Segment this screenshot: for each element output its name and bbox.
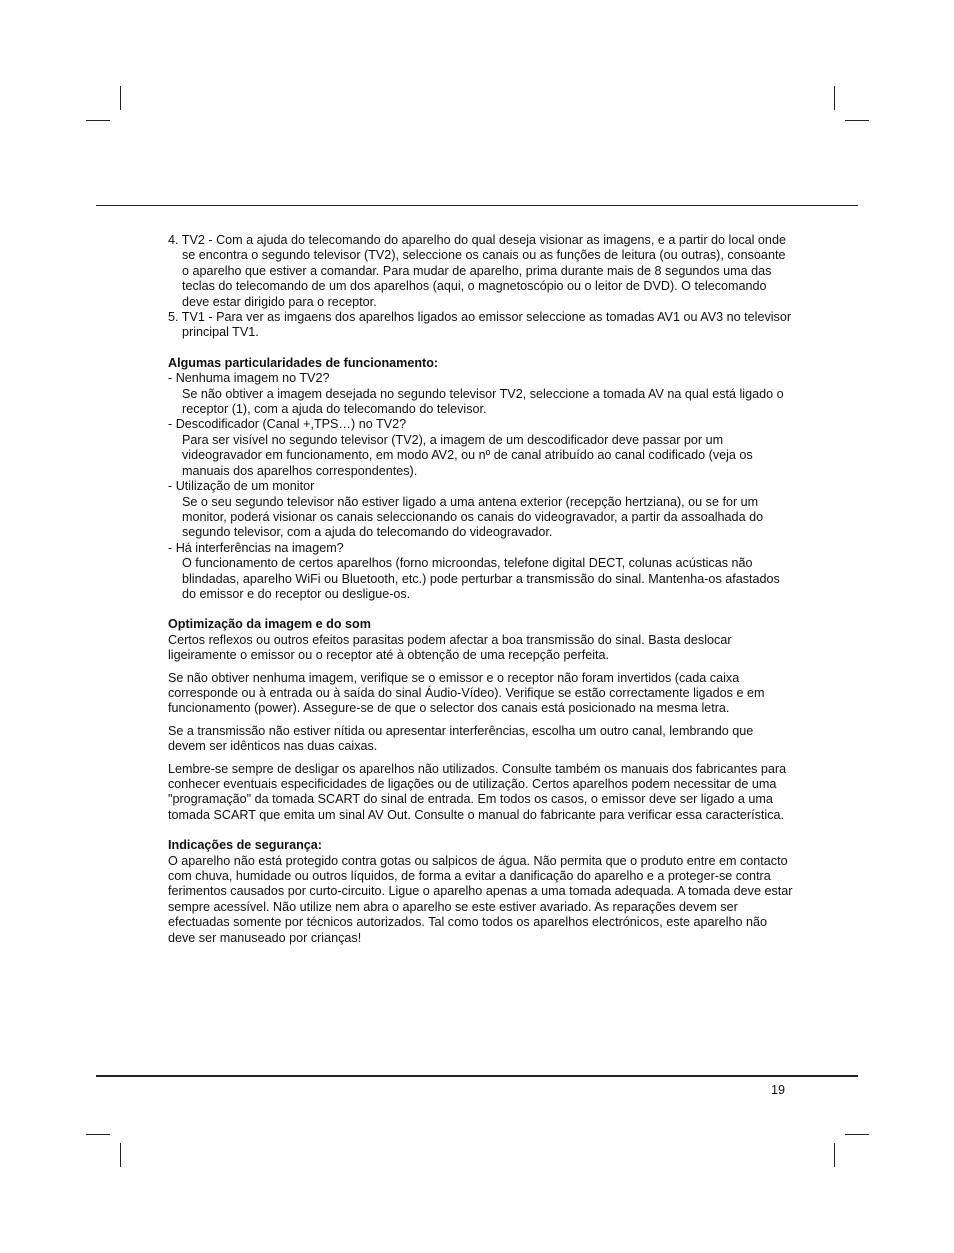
section-heading-seguranca: Indicações de segurança: bbox=[168, 838, 322, 853]
top-rule bbox=[96, 205, 858, 206]
numbered-item-5: 5. TV1 - Para ver as imgaens dos aparelhos ligados ao emissor seleccione as tomadas AV1 ou AV3 no televisor principal TV1. bbox=[168, 310, 792, 340]
list-item-body: Se o seu segundo televisor não estiver ligado a uma antena exterior (recepção hertziana), ou se for um monitor, poderá visionar os canais seleccionando os canais do videogravador, a partir da assoalhada do segundo televisor, com a ajuda do telecomando do videogravador. bbox=[182, 494, 764, 540]
section-heading-particularidades: Algumas particularidades de funcionamento: bbox=[168, 355, 439, 370]
page-content bbox=[168, 233, 793, 946]
list-item-title: - Há interferências na imagem? bbox=[168, 540, 344, 555]
paragraph: Se a transmissão não estiver nítida ou apresentar interferências, escolha um outro canal, lembrando que devem ser idênticos nas duas caixas. bbox=[168, 723, 754, 754]
list-item-body: O funcionamento de certos aparelhos (forno microondas, telefone digital DECT, colunas acústicas não blindadas, aparelho WiFi ou Bluetooth, etc.) pode perturbar a transmissão do sinal. Mantenha-os afastados do emissor e do receptor ou desligue-os. bbox=[182, 556, 780, 601]
crop-mark-top-left-horizontal bbox=[86, 120, 110, 121]
list-item-title: - Nenhuma imagem no TV2? bbox=[168, 371, 330, 386]
list-item-body: Para ser visível no segundo televisor (TV2), a imagem de um descodificador deve passar por um videogravador em funcionamento, em modo AV2, ou nº de canal atribuído ao canal codificado (veja os manuais dos aparelhos correspondentes). bbox=[182, 432, 753, 478]
crop-mark-top-right-vertical bbox=[834, 86, 835, 110]
numbered-item-4: 4. TV2 - Com a ajuda do telecomando do aparelho do qual deseja visionar as imagens, e a partir do local onde se encontra o segundo televisor (TV2), seleccione os canais ou as funções de leitura (ou outras), consoante o aparelho que estiver a comandar. Para mudar de aparelho, prima durante mais de 8 segundos uma das teclas do telecomando de um dos aparelhos (aqui, o magnetoscópio ou o leitor de DVD). O telecomando deve estar dirigido para o receptor. bbox=[168, 233, 786, 309]
paragraph: O aparelho não está protegido contra gotas ou salpicos de água. Não permita que o produto entre em contacto com chuva, humidade ou outros líquidos, de forma a evitar a danificação do aparelho e a proteger-se contra ferimentos causados por curto-circuito. Ligue o aparelho apenas a uma tomada adequada. A tomada deve estar sempre acessível. Não utilize nem abra o aparelho se este estiver avariado. As reparações devem ser efectuadas somente por técnicos autorizados. Tal como todos os aparelhos electrónicos, este aparelho não deve ser manuseado por crianças! bbox=[168, 853, 793, 945]
bottom-rule bbox=[96, 1075, 858, 1077]
particularidades-list bbox=[168, 371, 793, 602]
crop-mark-bottom-left-vertical bbox=[120, 1143, 121, 1167]
list-item-body: Se não obtiver a imagem desejada no segundo televisor TV2, seleccione a tomada AV na qual está ligado o receptor (1), com a ajuda do telecomando do televisor. bbox=[182, 386, 784, 417]
crop-mark-bottom-right-horizontal bbox=[845, 1134, 869, 1135]
page-number: 19 bbox=[771, 1083, 786, 1097]
crop-mark-top-left-vertical bbox=[120, 86, 121, 110]
list-item-title: - Descodificador (Canal +,TPS…) no TV2? bbox=[168, 417, 407, 432]
crop-mark-bottom-left-horizontal bbox=[86, 1134, 110, 1135]
paragraph: Certos reflexos ou outros efeitos parasitas podem afectar a boa transmissão do sinal. Basta deslocar ligeiramente o emissor ou o receptor até à obtenção de uma recepção perfeita. bbox=[168, 632, 732, 663]
paragraph: Se não obtiver nenhuma imagem, verifique se o emissor e o receptor não foram invertidos (cada caixa corresponde ou à entrada ou à saída do sinal Áudio-Vídeo). Verifique se estão correctamente ligados e em funcionamento (power). Assegure-se de que o selector dos canais está posicionado na mesma letra. bbox=[168, 670, 765, 716]
list-item-title: - Utilização de um monitor bbox=[168, 479, 315, 494]
paragraph: Lembre-se sempre de desligar os aparelhos não utilizados. Consulte também os manuais dos fabricantes para conhecer eventuais especificidades de ligações ou de utilização. Certos aparelhos podem necessitar de uma "programação" da tomada SCART do sinal de entrada. Em todos os casos, o emissor deve ser ligado a uma tomada SCART que emita um sinal AV Out. Consulte o manual do fabricante para verificar essa característica. bbox=[168, 761, 787, 822]
crop-mark-bottom-right-vertical bbox=[834, 1143, 835, 1167]
section-heading-optimizacao: Optimização da imagem e do som bbox=[168, 617, 371, 632]
crop-mark-top-right-horizontal bbox=[845, 120, 869, 121]
